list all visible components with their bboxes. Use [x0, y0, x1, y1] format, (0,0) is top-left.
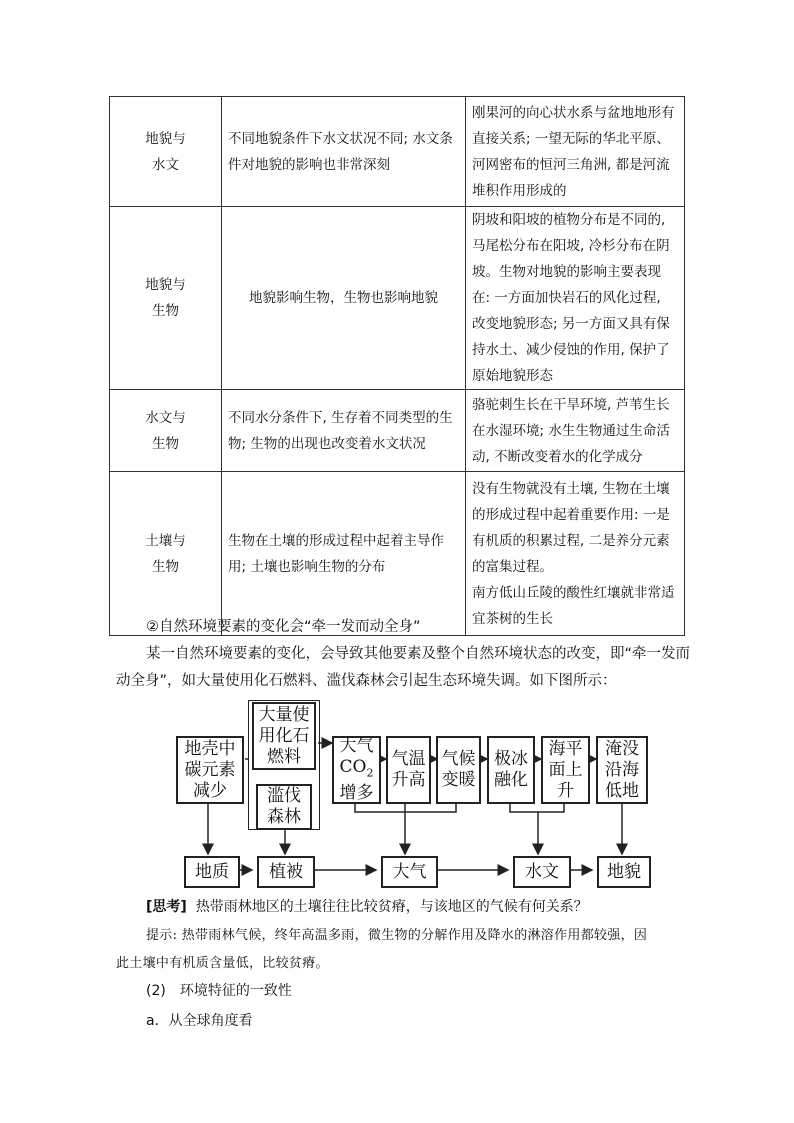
box-label: 淹没沿海低地 — [605, 738, 639, 801]
paragraph-line: 动全身”，如大量使用化石燃料、滥伐森林会引起生态环境失调。如下图所示： — [116, 673, 617, 689]
box-label: 气温升高 — [391, 749, 426, 790]
landform-box — [597, 856, 651, 888]
row-label-line2: 生物 — [152, 558, 179, 575]
row-label-line2: 水文 — [152, 156, 179, 173]
sea-level-box — [541, 736, 590, 804]
sub-item: a．从全球角度看 — [146, 1013, 253, 1029]
row-label-line1: 水文与 — [145, 409, 186, 426]
hint-line: 提示: 热带雨林气候，终年高温多雨，微生物的分解作用及降水的淋溶作用都较强，因 — [146, 928, 648, 943]
row-label-line1: 地貌与 — [145, 130, 186, 147]
cell-text: 不同水分条件下, 生存着不同类型的生物; 生物的出现也改变着水文状况 — [228, 409, 453, 452]
co2-text: CO — [339, 756, 367, 777]
cell-text: 生物在土壤的形成过程中起着主导作用; 土壤也影响生物的分布 — [228, 532, 444, 575]
fossil-fuel-box — [252, 702, 316, 770]
cell-text: 骆驼刺生长在干旱环境, 芦苇生长在水湿环境; 水生生物通过生命活动, 不断改变着水的化学成分 — [472, 396, 670, 465]
cell-text-extra: 南方低山丘陵的酸性红壤就非常适宜茶树的生长 — [472, 584, 675, 627]
cell-text: 地貌影响生物，生物也影响地貌 — [249, 290, 438, 306]
box-label: 地质 — [195, 861, 229, 882]
hydrology-box — [513, 856, 571, 888]
cell-text: 不同地貌条件下水文状况不同; 水文条件对地貌的影响也非常深刻 — [228, 130, 453, 173]
climate-warming-box — [436, 736, 481, 804]
box-label: 极冰融化 — [494, 749, 528, 790]
deforestation-box — [256, 784, 312, 830]
co2-formula — [340, 757, 374, 783]
ice-melting-box — [487, 736, 535, 804]
hint-line: 此土壤中有机质含量低，比较贫瘠。 — [116, 956, 329, 971]
co2-increase-box — [332, 736, 381, 804]
box-label: 增多 — [339, 783, 374, 804]
box-label: 海平面上升 — [548, 738, 583, 801]
think-question — [146, 894, 588, 921]
box-label: 滥伐森林 — [267, 786, 301, 827]
section-heading: ②自然环境要素的变化会“牵一发而动全身” — [146, 619, 421, 635]
temperature-box — [386, 736, 431, 804]
box-label: 植被 — [269, 861, 303, 882]
cell-text: 刚果河的向心状水系与盆地地形有直接关系; 一望无际的华北平原、河网密布的恒河三角洲, 都是河流堆积作用形成的 — [472, 104, 675, 199]
lowland-flooding-box — [596, 736, 648, 804]
box-label: 水文 — [525, 861, 559, 882]
box-label: 大气 — [339, 735, 374, 756]
row-label-line1: 土壤与 — [145, 532, 186, 549]
think-text: 热带雨林地区的土壤往往比较贫瘠，与该地区的气候有何关系？ — [195, 899, 588, 915]
box-label: 气候变暖 — [441, 749, 476, 790]
vegetation-box — [257, 856, 315, 888]
co2-subscript: 2 — [366, 766, 374, 780]
atmosphere-box — [381, 856, 438, 888]
sub-heading: (2) 环境特征的一致性 — [146, 983, 292, 999]
row-label-line2: 生物 — [152, 435, 179, 452]
cell-text: 阴坡和阳坡的植物分布是不同的, 马尾松分布在阳坡, 冷杉分布在阴坡。生物对地貌的影响主要表现在: 一方面加快岩石的风化过程, 改变地貌形态; 另一方面又具有保持水土、减少侵蚀的作用, 保护了原始地貌形态 — [472, 212, 670, 384]
row-label-line1: 地貌与 — [145, 277, 186, 293]
crust-carbon-box — [176, 736, 244, 804]
cell-text: 没有生物就没有土壤, 生物在土壤的形成过程中起着重要作用: 一是有机质的积累过程, 二是养分元素的富集过程。 — [472, 480, 670, 575]
box-label: 地貌 — [607, 861, 641, 882]
think-label: [思考] — [146, 899, 187, 915]
row-label-line2: 生物 — [152, 303, 179, 319]
geology-box — [184, 856, 240, 888]
box-label: 地壳中碳元素减少 — [184, 738, 236, 801]
box-label: 大气 — [392, 861, 427, 882]
paragraph-line: 某一自然环境要素的变化，会导致其他要素及整个自然环境状态的改变，即“牵一发而 — [146, 646, 691, 662]
box-label: 大量使用化石燃料 — [258, 704, 310, 767]
